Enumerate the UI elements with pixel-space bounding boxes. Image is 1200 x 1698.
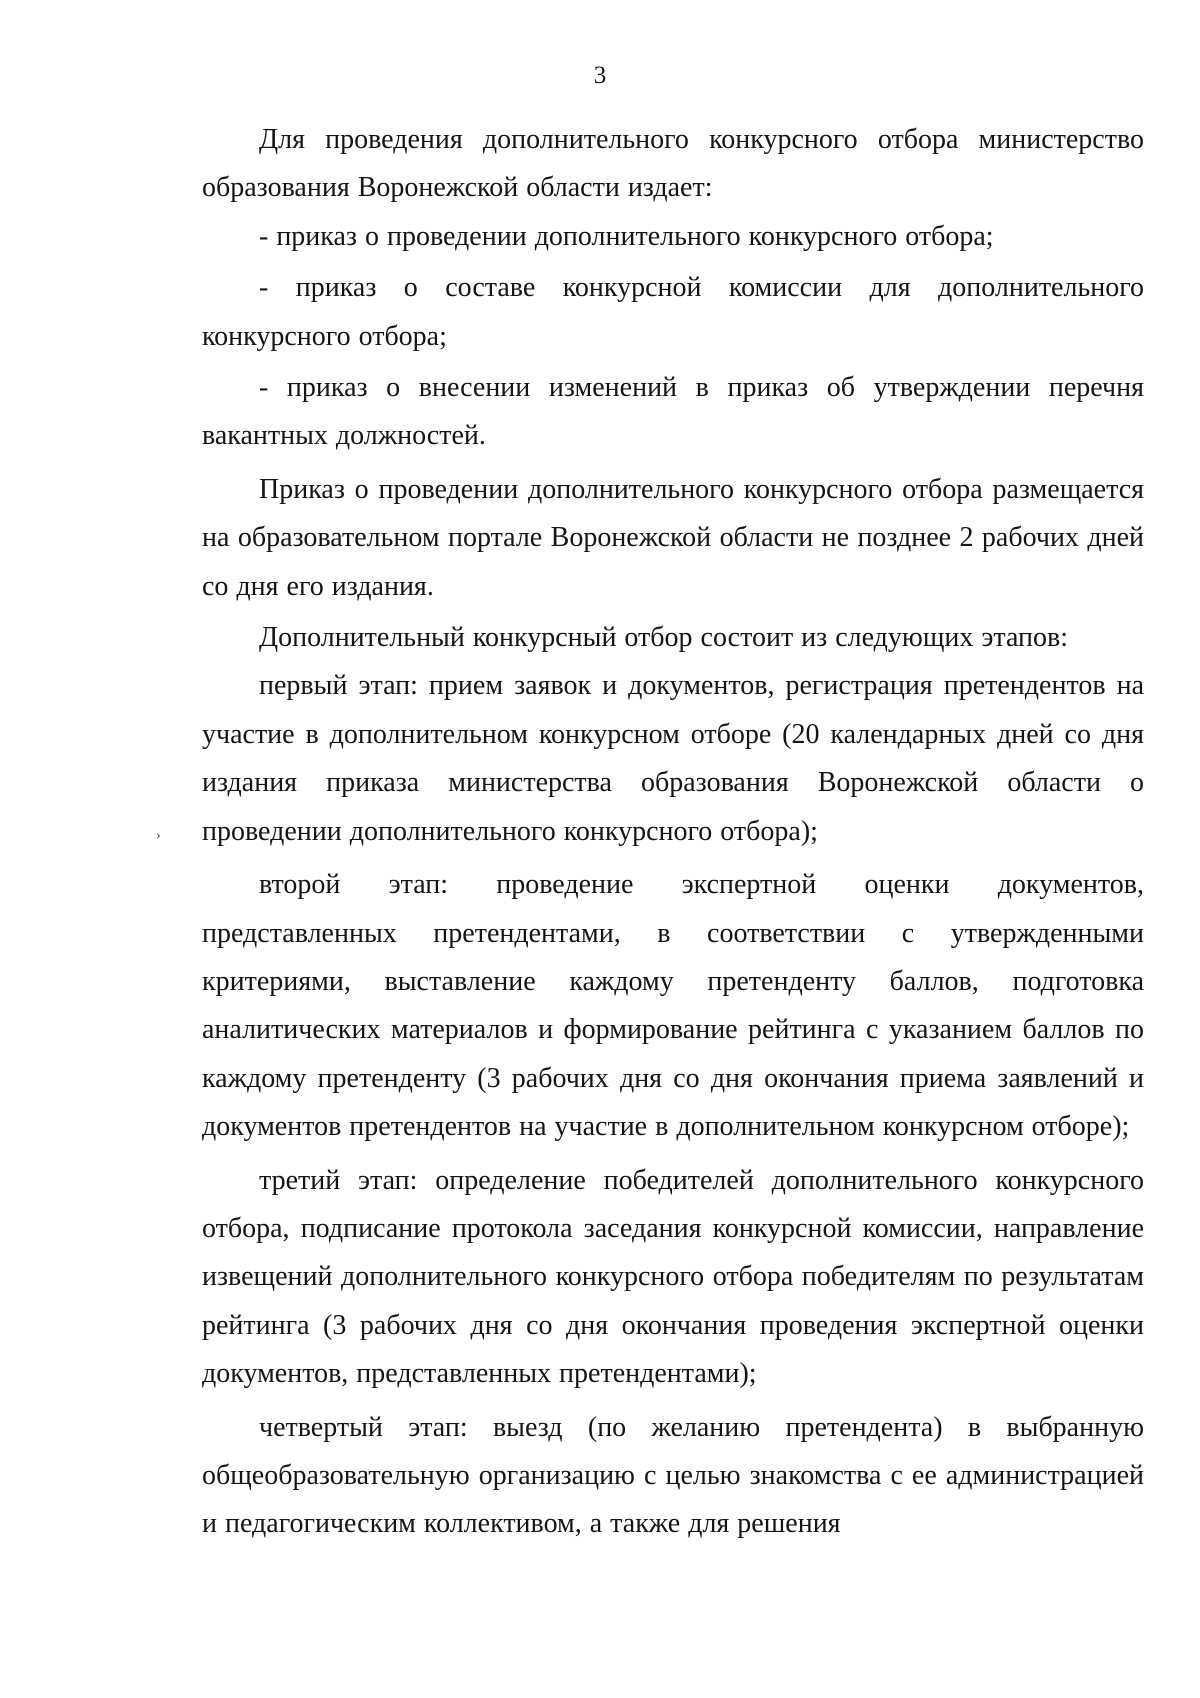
paragraph-stage-1: первый этап: прием заявок и документов, регистрация претендентов на участие в дополнительном конкурсном отборе (20 календарных дней со дня издания приказа министерства образования Воронежской области о проведении дополнительного конкурсного отбора);	[202, 670, 1144, 847]
paragraph-stage-2: второй этап: проведение экспертной оценки документов, представленных претендентами, в соответствии с утвержденными критериями, выставление каждому претенденту баллов, подготовка аналитических материалов и формирование рейтинга с указанием баллов по каждому претенденту (3 рабочих дня со дня окончания приема заявлений и документов претендентов на участие в дополнительном конкурсном отборе);	[202, 869, 1144, 1143]
paragraph-stage-4: четвертый этап: выезд (по желанию претендента) в выбранную общеобразовательную организацию с целью знакомства с ее администрацией и педагогическим коллективом, а также для решения	[202, 1411, 1144, 1540]
paragraph-stages-intro: Дополнительный конкурсный отбор состоит из следующих этапов:	[259, 622, 1069, 654]
paragraph-order-3: - приказ о внесении изменений в приказ об утверждении перечня вакантных должностей.	[202, 372, 1144, 452]
paragraph-intro: Для проведения дополнительного конкурсного отбора министерство образования Воронежской области издает:	[202, 124, 1144, 204]
paragraph-order-1: - приказ о проведении дополнительного конкурсного отбора;	[259, 220, 994, 252]
paragraph-order-2: - приказ о составе конкурсной комиссии для дополнительного конкурсного отбора;	[202, 272, 1144, 352]
paragraph-stage-3: третий этап: определение победителей дополнительного конкурсного отбора, подписание протокола заседания конкурсной комиссии, направление извещений дополнительного конкурсного отбора победителям по результатам рейтинга (3 рабочих дня со дня окончания проведения экспертной оценки документов, представленных претендентами);	[202, 1164, 1144, 1390]
margin-mark: ›	[156, 828, 161, 843]
document-body	[202, 116, 1144, 1549]
paragraph-publication: Приказ о проведении дополнительного конкурсного отбора размещается на образовательном портале Воронежской области не позднее 2 рабочих дней со дня его издания.	[202, 473, 1144, 602]
page-number: 3	[593, 62, 607, 89]
